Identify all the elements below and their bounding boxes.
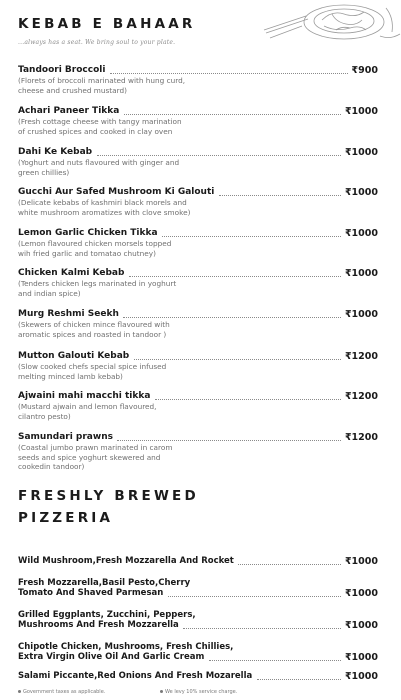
dotted-leader bbox=[124, 114, 341, 115]
item-description: seeds and spice yoghurt skewered and bbox=[18, 452, 161, 462]
menu-item bbox=[18, 578, 378, 598]
dotted-leader bbox=[134, 359, 341, 360]
item-name: Mushrooms And Fresh Mozzarella bbox=[18, 620, 179, 630]
dotted-leader bbox=[209, 660, 341, 661]
menu-item bbox=[18, 432, 378, 472]
item-name: Murg Reshmi Seekh bbox=[18, 309, 119, 319]
menu-item bbox=[18, 106, 378, 136]
item-name: Tomato And Shaved Parmesan bbox=[18, 588, 164, 598]
item-name: Tandoori Broccoli bbox=[18, 65, 106, 75]
item-name: Dahi Ke Kebab bbox=[18, 147, 93, 157]
item-price: ₹1000 bbox=[344, 588, 378, 599]
dotted-leader bbox=[238, 564, 341, 565]
item-description: (Lemon flavoured chicken morsels topped bbox=[18, 239, 172, 248]
footer-note-taxes-text: Government taxes as applicable. bbox=[23, 689, 106, 695]
item-description: white mushroom aromatizes with clove smoke) bbox=[18, 207, 191, 217]
item-name: Achari Paneer Tikka bbox=[18, 106, 120, 116]
menu-item bbox=[18, 147, 378, 177]
item-price: ₹1000 bbox=[344, 671, 378, 682]
bullet-icon bbox=[160, 690, 163, 693]
footer-note-taxes bbox=[18, 689, 105, 695]
item-name: Mutton Galouti Kebab bbox=[18, 351, 130, 361]
footer-note-service-text: We levy 10% service charge. bbox=[165, 689, 238, 695]
item-description: green chillies) bbox=[18, 167, 70, 177]
item-description: (Yoghurt and nuts flavoured with ginger and bbox=[18, 158, 180, 167]
dotted-leader bbox=[110, 73, 348, 74]
dotted-leader bbox=[155, 399, 341, 400]
item-name: Chipotle Chicken, Mushrooms, Fresh Chillies, bbox=[18, 642, 234, 652]
item-description: (Tenders chicken legs marinated in yoghurt bbox=[18, 279, 177, 288]
kebab-section-title: KEBAB E BAHAAR bbox=[18, 16, 196, 32]
dotted-leader bbox=[117, 440, 341, 441]
dotted-leader bbox=[183, 628, 341, 629]
item-name: Grilled Eggplants, Zucchini, Peppers, bbox=[18, 610, 196, 620]
item-price: ₹1000 bbox=[344, 187, 378, 198]
plate-illustration-icon bbox=[262, 0, 401, 44]
kebab-tagline: ...always has a seat. We bring soul to your plate. bbox=[18, 39, 176, 46]
item-description: cookedin tandoor) bbox=[18, 462, 85, 471]
item-price: ₹1000 bbox=[344, 268, 378, 279]
dotted-leader bbox=[219, 195, 341, 196]
item-description: and indian spice) bbox=[18, 288, 81, 298]
item-description: (Skewers of chicken mince flavoured with bbox=[18, 320, 170, 329]
item-description: (Slow cooked chefs special spice infused bbox=[18, 362, 167, 371]
item-price: ₹1000 bbox=[344, 147, 378, 158]
item-name: Gucchi Aur Safed Mushroom Ki Galouti bbox=[18, 187, 215, 197]
menu-item bbox=[18, 187, 378, 217]
item-name: Wild Mushroom,Fresh Mozzarella And Rocket bbox=[18, 556, 234, 566]
item-description: cheese and crushed mustard) bbox=[18, 85, 127, 95]
item-description: (Mustard ajwain and lemon flavoured, bbox=[18, 402, 157, 411]
item-description: aromatic spices and roasted in tandoor ) bbox=[18, 329, 167, 339]
item-price: ₹1000 bbox=[344, 228, 378, 239]
item-name: Samundari prawns bbox=[18, 432, 113, 442]
item-description: melting minced lamb kebab) bbox=[18, 371, 123, 381]
dotted-leader bbox=[168, 596, 341, 597]
item-name: Salami Piccante,Red Onions And Fresh Mozarella bbox=[18, 671, 253, 681]
item-price: ₹1200 bbox=[344, 351, 378, 362]
item-description: cilantro pesto) bbox=[18, 411, 71, 421]
item-price: ₹900 bbox=[351, 65, 378, 76]
menu-item bbox=[18, 610, 378, 630]
menu-item bbox=[18, 228, 378, 258]
menu-item bbox=[18, 65, 378, 95]
menu-item bbox=[18, 556, 378, 566]
item-price: ₹1000 bbox=[344, 556, 378, 567]
dotted-leader bbox=[129, 276, 341, 277]
item-price: ₹1000 bbox=[344, 620, 378, 631]
item-name: Lemon Garlic Chicken Tikka bbox=[18, 228, 158, 238]
item-description: (Delicate kebabs of kashmiri black morels and bbox=[18, 198, 187, 207]
menu-item bbox=[18, 268, 378, 298]
item-price: ₹1200 bbox=[344, 432, 378, 443]
item-price: ₹1200 bbox=[344, 391, 378, 402]
item-name: Chicken Kalmi Kebab bbox=[18, 268, 125, 278]
item-price: ₹1000 bbox=[344, 309, 378, 320]
item-description: of crushed spices and cooked in clay oven bbox=[18, 126, 173, 136]
item-description: (Coastal jumbo prawn marinated in carom bbox=[18, 443, 173, 452]
pizzeria-title-line1: FRESHLY BREWED bbox=[18, 488, 199, 504]
menu-item bbox=[18, 671, 378, 681]
item-price: ₹1000 bbox=[344, 106, 378, 117]
pizzeria-title-line2: PIZZERIA bbox=[18, 510, 114, 526]
dotted-leader bbox=[162, 236, 341, 237]
dotted-leader bbox=[123, 317, 341, 318]
item-price: ₹1000 bbox=[344, 652, 378, 663]
menu-item bbox=[18, 642, 378, 662]
dotted-leader bbox=[97, 155, 341, 156]
menu-item bbox=[18, 351, 378, 381]
bullet-icon bbox=[18, 690, 21, 693]
item-name: Fresh Mozzarella,Basil Pesto,Cherry bbox=[18, 578, 191, 588]
footer-note-service bbox=[160, 689, 237, 695]
menu-item bbox=[18, 391, 378, 421]
item-description: wih fried garlic and tomatao chutney) bbox=[18, 248, 156, 258]
item-description: (Florets of broccoli marinated with hung curd, bbox=[18, 76, 186, 85]
item-name: Extra Virgin Olive Oil And Garlic Cream bbox=[18, 652, 205, 662]
dotted-leader bbox=[257, 679, 341, 680]
item-description: (Fresh cottage cheese with tangy marination bbox=[18, 117, 182, 126]
item-name: Ajwaini mahi macchi tikka bbox=[18, 391, 151, 401]
menu-item bbox=[18, 309, 378, 339]
